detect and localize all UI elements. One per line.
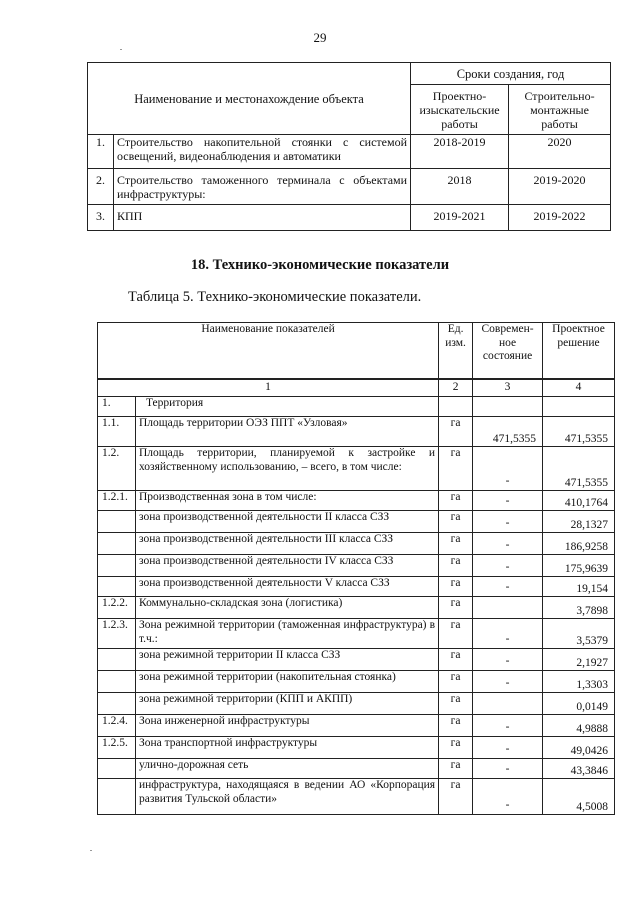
row-number: 1.2.1. <box>98 491 136 511</box>
current-state-cell: - <box>473 511 543 533</box>
header-project-solution: Проектное решение <box>543 323 615 379</box>
table-row <box>88 135 611 169</box>
indicator-name: Производственная зона в том числе: <box>135 491 438 511</box>
column-index: 3 <box>473 379 543 397</box>
unit-cell <box>439 397 473 417</box>
table-row <box>98 597 615 619</box>
indicator-name: Зона инженерной инфраструктуры <box>135 715 438 737</box>
table-row <box>98 759 615 779</box>
row-number: 1.2.4. <box>98 715 136 737</box>
project-solution-cell: 28,1327 <box>543 511 615 533</box>
schedule-table <box>87 62 611 231</box>
column-index-row <box>98 379 615 397</box>
row-number: 1.1. <box>98 417 136 447</box>
table-row <box>98 671 615 693</box>
unit-cell: га <box>439 671 473 693</box>
table-row <box>98 737 615 759</box>
table-caption: Таблица 5. Технико-экономические показатели. <box>128 289 422 305</box>
header-object-name: Наименование и местонахождение объекта <box>88 63 411 135</box>
construction-years: 2020 <box>509 135 611 169</box>
scan-speck <box>120 49 122 50</box>
header-current-state: Современ-ное состояние <box>473 323 543 379</box>
table-row <box>98 491 615 511</box>
project-solution-cell: 175,9639 <box>543 555 615 577</box>
survey-years: 2019-2021 <box>411 205 509 231</box>
header-creation-dates: Сроки создания, год <box>411 63 611 85</box>
table-row <box>98 577 615 597</box>
survey-years: 2018-2019 <box>411 135 509 169</box>
header-survey-works: Проектно-изыскательские работы <box>411 85 509 135</box>
table-row <box>98 693 615 715</box>
current-state-cell: - <box>473 649 543 671</box>
project-solution-cell: 2,1927 <box>543 649 615 671</box>
current-state-cell: - <box>473 447 543 491</box>
object-name: КПП <box>113 205 410 231</box>
current-state-cell: - <box>473 491 543 511</box>
current-state-cell <box>473 397 543 417</box>
table-row <box>98 397 615 417</box>
indicator-name: инфраструктура, находящаяся в ведении АО «Корпорация развития Тульской области» <box>135 779 438 815</box>
unit-cell: га <box>439 447 473 491</box>
row-number <box>98 759 136 779</box>
table-row <box>98 447 615 491</box>
indicator-name: зона режимной территории (накопительная стоянка) <box>135 671 438 693</box>
project-solution-cell: 4,5008 <box>543 779 615 815</box>
project-solution-cell: 19,154 <box>543 577 615 597</box>
current-state-cell: - <box>473 619 543 649</box>
row-number <box>98 671 136 693</box>
row-number <box>98 649 136 671</box>
current-state-cell: - <box>473 533 543 555</box>
indicator-name: Зона транспортной инфраструктуры <box>135 737 438 759</box>
table-row <box>98 511 615 533</box>
indicator-name: улично-дорожная сеть <box>135 759 438 779</box>
table-row <box>98 715 615 737</box>
current-state-cell: - <box>473 555 543 577</box>
unit-cell: га <box>439 491 473 511</box>
project-solution-cell: 1,3303 <box>543 671 615 693</box>
project-solution-cell: 0,0149 <box>543 693 615 715</box>
current-state-cell: - <box>473 779 543 815</box>
current-state-cell <box>473 597 543 619</box>
current-state-cell: - <box>473 671 543 693</box>
indicators-table <box>97 322 615 815</box>
row-number: 2. <box>88 169 114 205</box>
current-state-cell: - <box>473 715 543 737</box>
construction-years: 2019-2020 <box>509 169 611 205</box>
current-state-cell: 471,5355 <box>473 417 543 447</box>
object-name: Строительство накопительной стоянки с системой освещений, видеонаблюдения и автоматики <box>113 135 410 169</box>
row-number <box>98 693 136 715</box>
indicator-name: Территория <box>135 397 438 417</box>
project-solution-cell: 471,5355 <box>543 447 615 491</box>
indicator-name: зона производственной деятельности III класса СЗЗ <box>135 533 438 555</box>
current-state-cell: - <box>473 759 543 779</box>
column-index: 4 <box>543 379 615 397</box>
project-solution-cell: 3,5379 <box>543 619 615 649</box>
section-title: 18. Технико-экономические показатели <box>190 257 450 273</box>
scan-speck <box>90 850 92 851</box>
unit-cell: га <box>439 759 473 779</box>
table-row <box>98 649 615 671</box>
unit-cell: га <box>439 693 473 715</box>
unit-cell: га <box>439 779 473 815</box>
indicator-name: Коммунально-складская зона (логистика) <box>135 597 438 619</box>
unit-cell: га <box>439 597 473 619</box>
column-index: 1 <box>98 379 439 397</box>
unit-cell: га <box>439 417 473 447</box>
row-number: 1.2. <box>98 447 136 491</box>
survey-years: 2018 <box>411 169 509 205</box>
indicator-name: зона режимной территории II класса СЗЗ <box>135 649 438 671</box>
row-number: 1. <box>88 135 114 169</box>
indicator-name: Зона режимной территории (таможенная инфраструктура) в т.ч.: <box>135 619 438 649</box>
unit-cell: га <box>439 511 473 533</box>
unit-cell: га <box>439 619 473 649</box>
header-unit: Ед. изм. <box>439 323 473 379</box>
header-construction-works: Строительно-монтажные работы <box>509 85 611 135</box>
unit-cell: га <box>439 715 473 737</box>
header-indicator-name: Наименование показателей <box>98 323 439 379</box>
unit-cell: га <box>439 555 473 577</box>
unit-cell: га <box>439 737 473 759</box>
row-number: 1.2.2. <box>98 597 136 619</box>
indicator-name: зона режимной территории (КПП и АКПП) <box>135 693 438 715</box>
page-number: 29 <box>313 30 327 45</box>
current-state-cell: - <box>473 737 543 759</box>
current-state-cell <box>473 693 543 715</box>
table-row <box>98 779 615 815</box>
table-row <box>98 533 615 555</box>
indicator-name: зона производственной деятельности V класса СЗЗ <box>135 577 438 597</box>
table-row <box>98 619 615 649</box>
object-name: Строительство таможенного терминала с объектами инфраструктуры: <box>113 169 410 205</box>
row-number: 1.2.3. <box>98 619 136 649</box>
indicator-name: зона производственной деятельности IV класса СЗЗ <box>135 555 438 577</box>
project-solution-cell <box>543 397 615 417</box>
unit-cell: га <box>439 577 473 597</box>
row-number <box>98 555 136 577</box>
table-row <box>98 417 615 447</box>
row-number: 3. <box>88 205 114 231</box>
project-solution-cell: 43,3846 <box>543 759 615 779</box>
project-solution-cell: 49,0426 <box>543 737 615 759</box>
row-number <box>98 533 136 555</box>
row-number <box>98 577 136 597</box>
indicator-name: зона производственной деятельности II класса СЗЗ <box>135 511 438 533</box>
unit-cell: га <box>439 649 473 671</box>
row-number <box>98 779 136 815</box>
row-number: 1.2.5. <box>98 737 136 759</box>
project-solution-cell: 4,9888 <box>543 715 615 737</box>
table-row <box>88 205 611 231</box>
indicator-name: Площадь территории ОЭЗ ППТ «Узловая» <box>135 417 438 447</box>
row-number: 1. <box>98 397 136 417</box>
column-index: 2 <box>439 379 473 397</box>
table-row <box>98 555 615 577</box>
project-solution-cell: 3,7898 <box>543 597 615 619</box>
project-solution-cell: 410,1764 <box>543 491 615 511</box>
unit-cell: га <box>439 533 473 555</box>
current-state-cell: - <box>473 577 543 597</box>
indicator-name: Площадь территории, планируемой к застройке и хозяйственному использованию, – всего, в том числе: <box>135 447 438 491</box>
row-number <box>98 511 136 533</box>
construction-years: 2019-2022 <box>509 205 611 231</box>
project-solution-cell: 186,9258 <box>543 533 615 555</box>
project-solution-cell: 471,5355 <box>543 417 615 447</box>
table-row <box>88 169 611 205</box>
